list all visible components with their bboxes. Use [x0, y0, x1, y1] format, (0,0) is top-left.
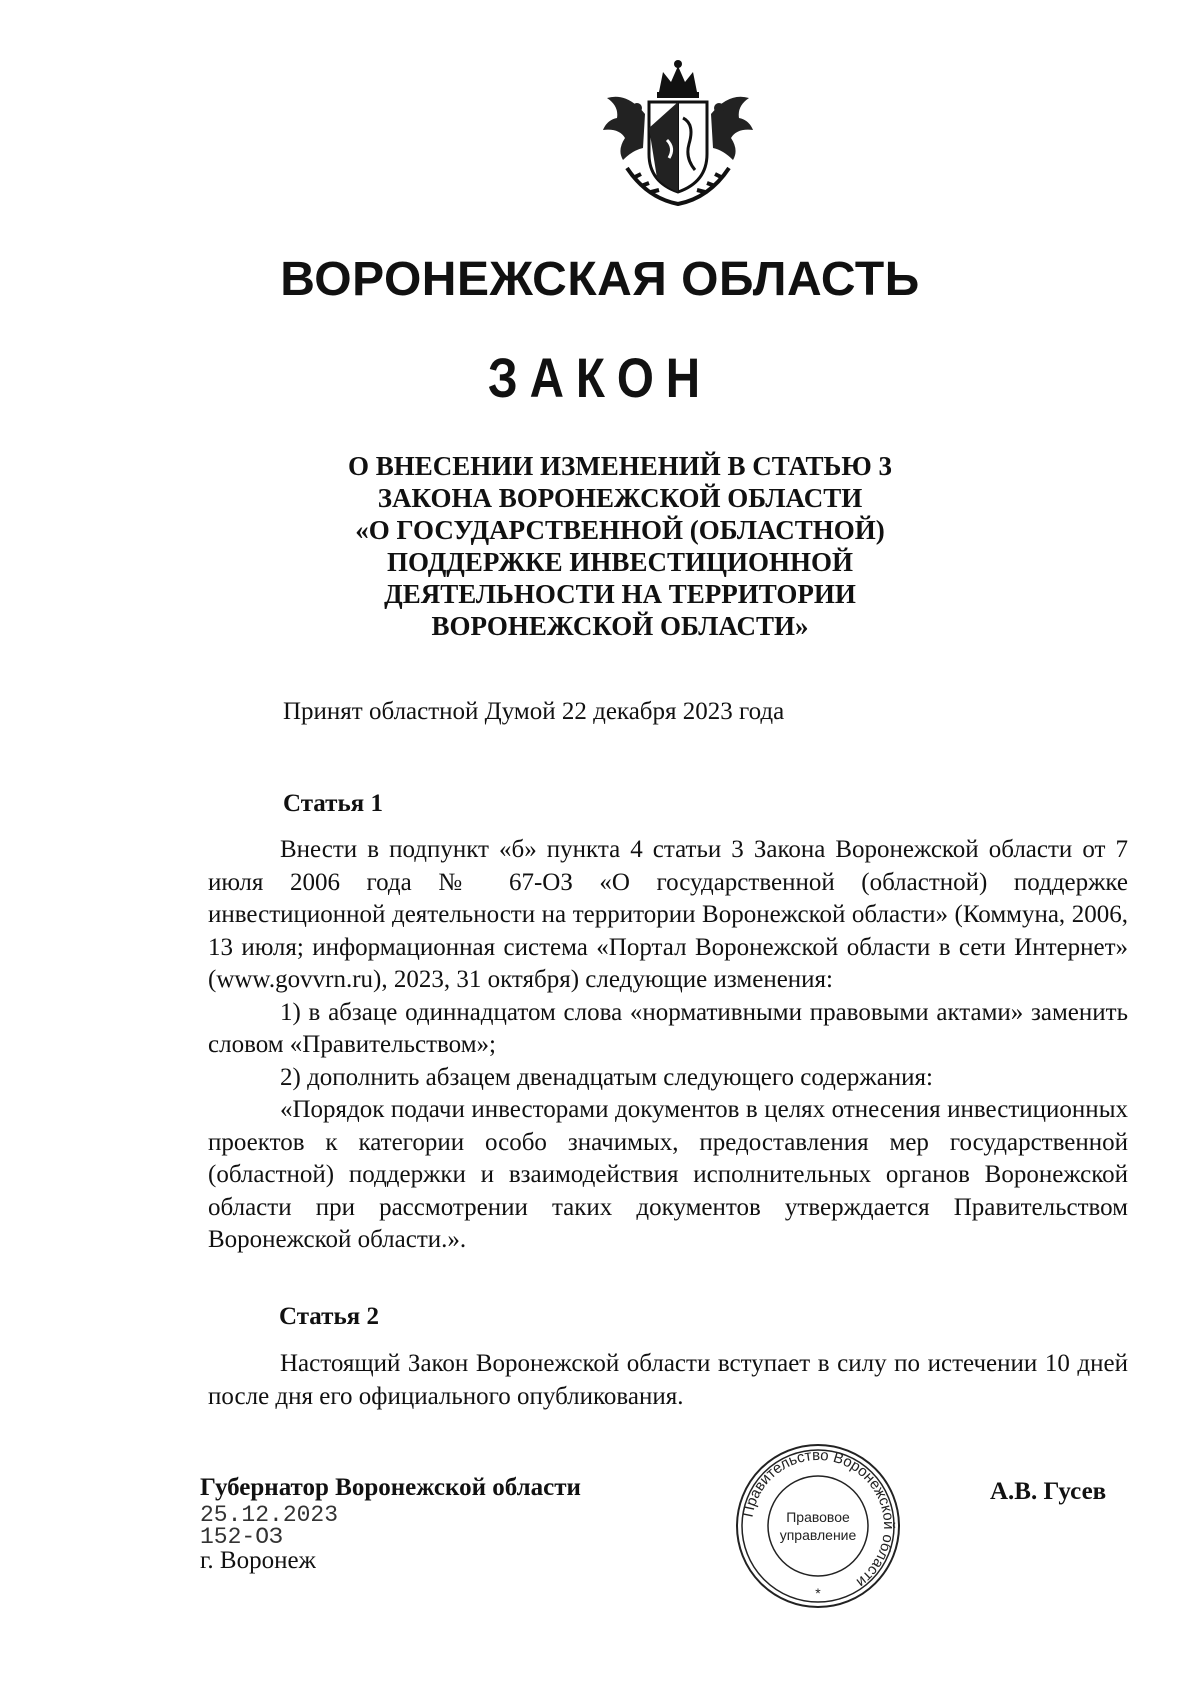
signer-name: А.В. Гусев — [990, 1478, 1107, 1505]
law-title-line: «О ГОСУДАРСТВЕННОЙ (ОБЛАСТНОЙ) — [355, 515, 885, 545]
law-title — [300, 450, 940, 642]
article-2-body — [208, 1348, 1128, 1413]
official-stamp — [734, 1442, 902, 1610]
article-1-heading: Статья 1 — [283, 790, 383, 817]
document-type: ЗАКОН — [487, 346, 713, 409]
stamp-star: * — [815, 1585, 821, 1601]
law-title-line: ПОДДЕРЖКЕ ИНВЕСТИЦИОННОЙ — [387, 547, 853, 577]
stamp-ring-text: Правительство Воронежской области — [739, 1446, 898, 1591]
article-paragraph: Внести в подпункт «б» пункта 4 статьи 3 Закона Воронежской области от 7 июля 2006 года № 67-ОЗ «О государственной (областной) поддержке инвестиционной деятельности на территории Воронежской области» (Коммуна, 2006, 13 июля; информационная система «Портал Воронежской области в сети Интернет» (www.govvrn.ru), 2023, 31 октября) следующие изменения: — [208, 836, 1128, 993]
law-title-line: О ВНЕСЕНИИ ИЗМЕНЕНИЙ В СТАТЬЮ 3 — [347, 451, 893, 481]
stamp-center-line: управление — [779, 1527, 857, 1543]
signer-title: Губернатор Воронежской области — [200, 1474, 581, 1501]
article-2-heading: Статья 2 — [279, 1303, 379, 1330]
region-title: ВОРОНЕЖСКАЯ ОБЛАСТЬ — [280, 253, 920, 306]
law-title-line: ДЕЯТЕЛЬНОСТИ НА ТЕРРИТОРИИ — [384, 579, 856, 609]
article-paragraph: «Порядок подачи инвесторами документов в целях отнесения инвестиционных проектов к категории особо значимых, предоставления мер государственной (областной) поддержки и взаимодействия исполнительных органов Воронежской области при рассмотрении таких документов утверждается Правительством Воронежской области.». — [208, 1096, 1128, 1253]
signing-city: г. Воронеж — [200, 1547, 316, 1574]
article-paragraph: 1) в абзаце одиннадцатом слова «нормативными правовыми актами» заменить словом «Правительством»; — [208, 998, 1128, 1058]
article-paragraph: 2) дополнить абзацем двенадцатым следующего содержания: — [280, 1063, 934, 1091]
signing-date: 25.12.2023 — [200, 1502, 339, 1528]
law-title-line: ВОРОНЕЖСКОЙ ОБЛАСТИ» — [431, 611, 809, 641]
law-number: 152-ОЗ — [200, 1524, 283, 1550]
article-paragraph: Настоящий Закон Воронежской области вступает в силу по истечении 10 дней после дня его официального опубликования. — [208, 1350, 1128, 1410]
law-title-line: ЗАКОНА ВОРОНЕЖСКОЙ ОБЛАСТИ — [377, 483, 863, 513]
article-1-body — [208, 834, 1128, 1257]
adoption-date: Принят областной Думой 22 декабря 2023 года — [283, 698, 785, 725]
stamp-center-line: Правовое — [786, 1509, 850, 1525]
voronezh-coat-of-arms-icon — [597, 58, 759, 210]
